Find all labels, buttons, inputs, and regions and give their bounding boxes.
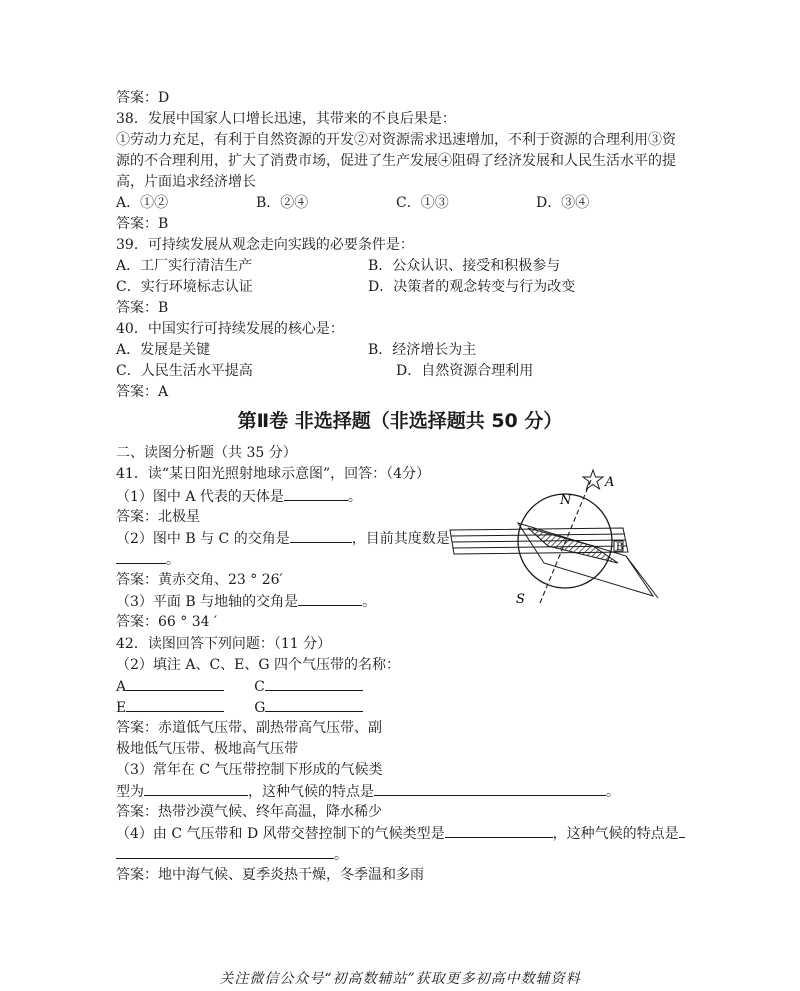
label-n: N bbox=[560, 493, 572, 508]
q41-part-2-text: （2）图中 B 与 C 的交角是 bbox=[116, 531, 290, 547]
q42-blank-g[interactable] bbox=[265, 697, 363, 712]
q41-blank-1[interactable] bbox=[284, 486, 348, 501]
q42-blank-e[interactable] bbox=[126, 697, 224, 712]
q42-blank-4b-start[interactable] bbox=[679, 823, 685, 838]
q41-stem: 41．读“某日阳光照射地球示意图”，回答：（4分） bbox=[116, 466, 431, 482]
q39-option-c: C．实行环境标志认证 bbox=[116, 279, 253, 295]
q42-row-ac bbox=[116, 676, 363, 696]
q42-part-3-end: 。 bbox=[606, 784, 620, 800]
q42-part-4-text: （4）由 C 气压带和 D 风带交替控制下的气候类型是 bbox=[116, 826, 445, 842]
q42-part-2: （2）填注 A、C、E、G 四个气压带的名称： bbox=[116, 657, 401, 673]
q40-option-c: C．人民生活水平提高 bbox=[116, 363, 253, 379]
q42-part-3-line1: （3）常年在 C 气压带控制下形成的气候类 bbox=[116, 762, 383, 778]
q40-option-a: A．发展是关键 bbox=[116, 342, 211, 358]
q41-part-3 bbox=[116, 591, 376, 611]
q41-part-1 bbox=[116, 486, 362, 506]
q41-blank-2a[interactable] bbox=[290, 528, 352, 543]
q37-answer: 答案：D bbox=[116, 90, 170, 106]
q42-part-4-line2 bbox=[116, 844, 348, 864]
q41-part-1-text: （1）图中 A 代表的天体是 bbox=[116, 489, 284, 505]
q39-option-a: A．工厂实行清洁生产 bbox=[116, 258, 253, 274]
q42-label-e: E bbox=[116, 700, 127, 716]
q42-part-3-mid: ，这种气候的特点是 bbox=[248, 784, 374, 800]
q41-blank-2b[interactable] bbox=[116, 549, 166, 564]
q42-part-3-line2 bbox=[116, 781, 620, 801]
q42-part-4-end: 。 bbox=[334, 847, 348, 863]
q38-body-3: 高，片面追求经济增长 bbox=[116, 174, 256, 190]
q40-answer: 答案：A bbox=[116, 384, 169, 400]
q41-part-2-mid: ，目前其度数是 bbox=[351, 531, 450, 547]
q39-option-b: B．公众认识、接受和积极参与 bbox=[368, 258, 561, 274]
q38-body-1: ①劳动力充足，有利于自然资源的开发②对资源需求迅速增加，不利于资源的合理利用③资 bbox=[116, 132, 676, 148]
q42-blank-c[interactable] bbox=[265, 676, 363, 691]
q42-blank-a[interactable] bbox=[126, 676, 224, 691]
q38-option-b: B．②④ bbox=[256, 195, 309, 211]
q40-option-d: D．自然资源合理利用 bbox=[396, 363, 534, 379]
q42-part-4-line1 bbox=[116, 823, 685, 843]
q38-option-d: D．③④ bbox=[536, 195, 590, 211]
label-b: B bbox=[616, 542, 624, 553]
q41-part-3-end: 。 bbox=[362, 594, 377, 610]
q42-blank-3a[interactable] bbox=[144, 781, 248, 796]
q42-answer-2-line2: 极地低气压带、极地高气压带 bbox=[116, 741, 298, 757]
q42-part-4-mid: ，这种气候的特点是 bbox=[552, 826, 679, 842]
q42-row-eg bbox=[116, 697, 363, 717]
star-icon bbox=[583, 470, 603, 489]
q42-stem: 42．读图回答下列问题：（11 分） bbox=[116, 636, 332, 652]
q40-stem: 40．中国实行可持续发展的核心是： bbox=[116, 321, 344, 337]
q42-label-a: A bbox=[116, 679, 127, 695]
q38-body-2: 源的不合理利用，扩大了消费市场，促进了生产发展④阻碍了经济发展和人民生活水平的提 bbox=[116, 153, 676, 169]
q42-blank-4b[interactable] bbox=[116, 844, 334, 859]
q38-answer: 答案：B bbox=[116, 216, 169, 232]
q41-part-2-line2 bbox=[116, 549, 180, 569]
q42-label-c: C bbox=[254, 679, 265, 695]
q41-part-2 bbox=[116, 528, 450, 548]
q42-answer-2-line1: 答案：赤道低气压带、副热带高气压带、副 bbox=[116, 720, 382, 736]
section-subtitle: 二、读图分析题（共 35 分） bbox=[116, 445, 297, 461]
q39-answer: 答案：B bbox=[116, 300, 169, 316]
q41-answer-3: 答案：66 ° 34 ′ bbox=[116, 614, 218, 630]
q41-part-1-end: 。 bbox=[347, 489, 362, 505]
q42-blank-4a[interactable] bbox=[445, 823, 553, 838]
hatched-region bbox=[528, 528, 618, 563]
label-s: S bbox=[516, 592, 525, 607]
q42-answer-4: 答案：地中海气候、夏季炎热干燥，冬季温和多雨 bbox=[116, 867, 424, 883]
q41-blank-3[interactable] bbox=[298, 591, 362, 606]
q42-answer-3: 答案：热带沙漠气候、终年高温，降水稀少 bbox=[116, 804, 382, 820]
label-a: A bbox=[605, 475, 615, 490]
q42-blank-3b[interactable] bbox=[374, 781, 606, 796]
q41-answer-2: 答案：黄赤交角、23 ° 26′ bbox=[116, 572, 283, 588]
q42-label-g: G bbox=[254, 700, 266, 716]
earth-sunlight-diagram bbox=[448, 468, 663, 608]
q38-stem: 38．发展中国家人口增长迅速，其带来的不良后果是： bbox=[116, 111, 456, 127]
q41-part-3-text: （3）平面 B 与地轴的交角是 bbox=[116, 594, 299, 610]
q39-option-d: D．决策者的观念转变与行为改变 bbox=[368, 279, 576, 295]
q41-answer-1: 答案：北极星 bbox=[116, 509, 200, 525]
q39-stem: 39．可持续发展从观念走向实践的必要条件是： bbox=[116, 237, 414, 253]
q38-option-a: A．①② bbox=[116, 195, 169, 211]
q38-option-c: C．①③ bbox=[396, 195, 449, 211]
q41-part-2-end: 。 bbox=[166, 552, 180, 568]
section-title: 第Ⅱ卷 非选择题（非选择题共 50 分） bbox=[237, 410, 563, 432]
q40-option-b: B．经济增长为主 bbox=[368, 342, 477, 358]
q42-part-3-text: 型为 bbox=[116, 784, 144, 800]
page-footer: 关注微信公众号“初高数辅站”获取更多初高中数辅资料 bbox=[219, 971, 581, 987]
